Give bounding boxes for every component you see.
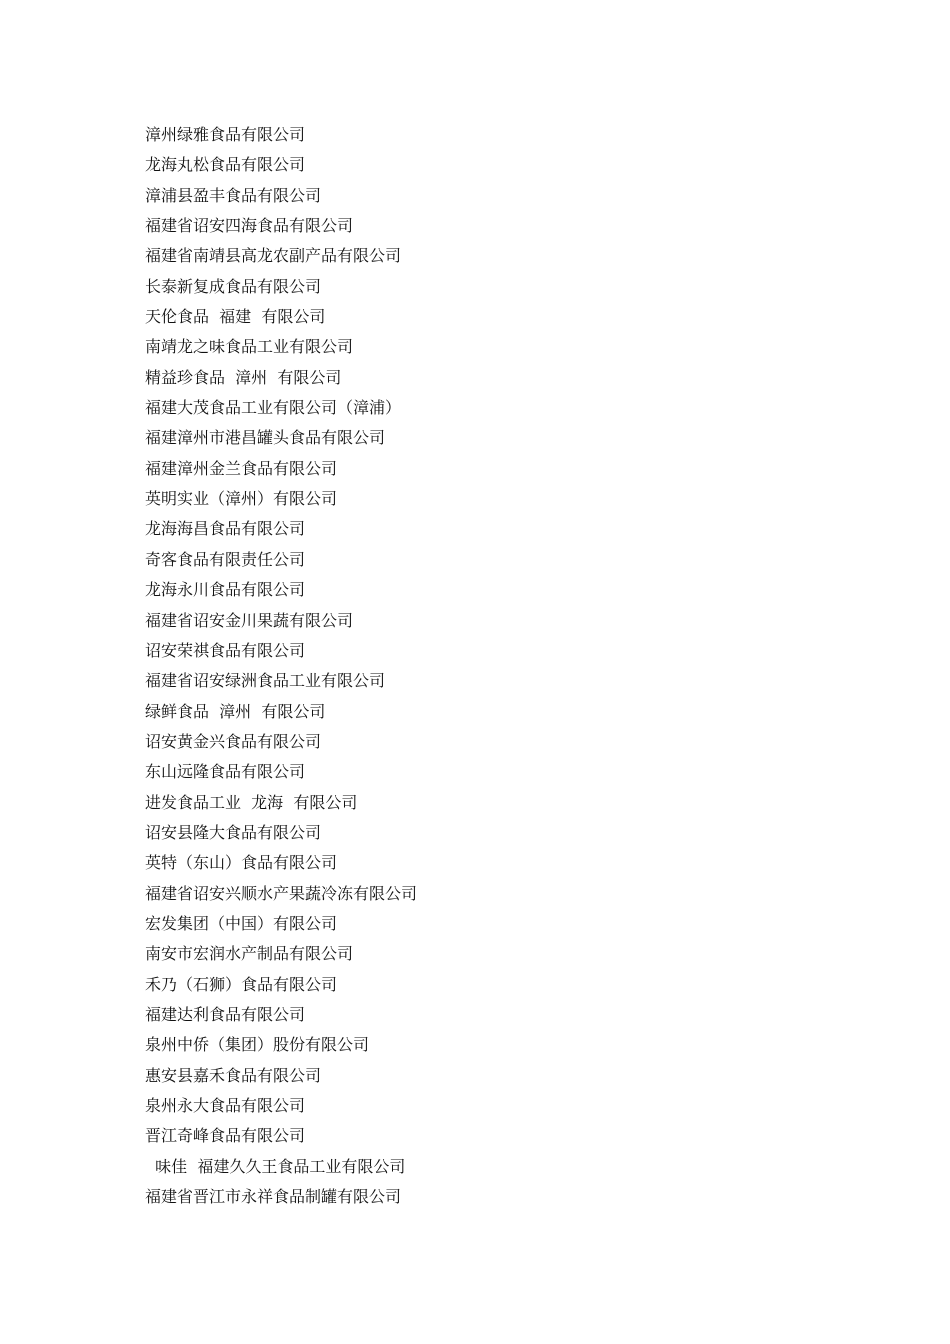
company-item: 福建达利食品有限公司	[145, 1004, 306, 1024]
company-item: 福建大茂食品工业有限公司（漳浦）	[145, 398, 402, 418]
company-item: 泉州永大食品有限公司	[145, 1096, 306, 1115]
company-item: 福建省诏安金川果蔬有限公司	[145, 610, 354, 630]
company-item: 南靖龙之味食品工业有限公司	[145, 337, 354, 357]
company-item: 惠安县嘉禾食品有限公司	[145, 1065, 322, 1085]
company-item: 福建省诏安四海食品有限公司	[145, 216, 354, 236]
company-item: 诏安县隆大食品有限公司	[145, 822, 322, 842]
company-item: 泉州中侨（集团）股份有限公司	[145, 1035, 370, 1055]
company-item: 福建省南靖县高龙农副产品有限公司	[145, 246, 402, 266]
company-item: 漳浦县盈丰食品有限公司	[145, 185, 322, 205]
company-item: 漳州绿雅食品有限公司	[145, 125, 306, 144]
company-item: 英特（东山）食品有限公司	[145, 853, 338, 873]
company-item: 禾乃（石狮）食品有限公司	[145, 974, 338, 994]
company-item: 天伦食品 福建 有限公司	[145, 307, 326, 327]
company-item: 进发食品工业 龙海 有限公司	[145, 792, 358, 812]
company-item: 南安市宏润水产制品有限公司	[145, 944, 354, 964]
company-item: 东山远隆食品有限公司	[145, 762, 306, 782]
company-item: 龙海永川食品有限公司	[145, 580, 306, 600]
company-item: 晋江奇峰食品有限公司	[145, 1126, 306, 1146]
company-item: 味佳 福建久久王食品工业有限公司	[145, 1156, 406, 1176]
company-item: 英明实业（漳州）有限公司	[145, 489, 338, 509]
company-item: 长泰新复成食品有限公司	[145, 276, 322, 296]
company-item: 福建漳州金兰食品有限公司	[145, 458, 338, 478]
company-item: 诏安黄金兴食品有限公司	[145, 731, 322, 751]
company-item: 福建漳州市港昌罐头食品有限公司	[145, 428, 386, 448]
company-list	[145, 120, 417, 1212]
company-item: 宏发集团（中国）有限公司	[145, 913, 338, 933]
company-item: 龙海丸松食品有限公司	[145, 155, 306, 175]
company-item: 福建省晋江市永祥食品制罐有限公司	[145, 1187, 402, 1207]
company-item: 诏安荣祺食品有限公司	[145, 640, 306, 660]
company-item: 奇客食品有限责任公司	[145, 549, 306, 569]
company-item: 精益珍食品 漳州 有限公司	[145, 367, 342, 387]
company-item: 绿鲜食品 漳州 有限公司	[145, 701, 326, 721]
company-item: 龙海海昌食品有限公司	[145, 519, 306, 539]
company-item: 福建省诏安兴顺水产果蔬冷冻有限公司	[145, 883, 418, 903]
company-item: 福建省诏安绿洲食品工业有限公司	[145, 671, 386, 691]
